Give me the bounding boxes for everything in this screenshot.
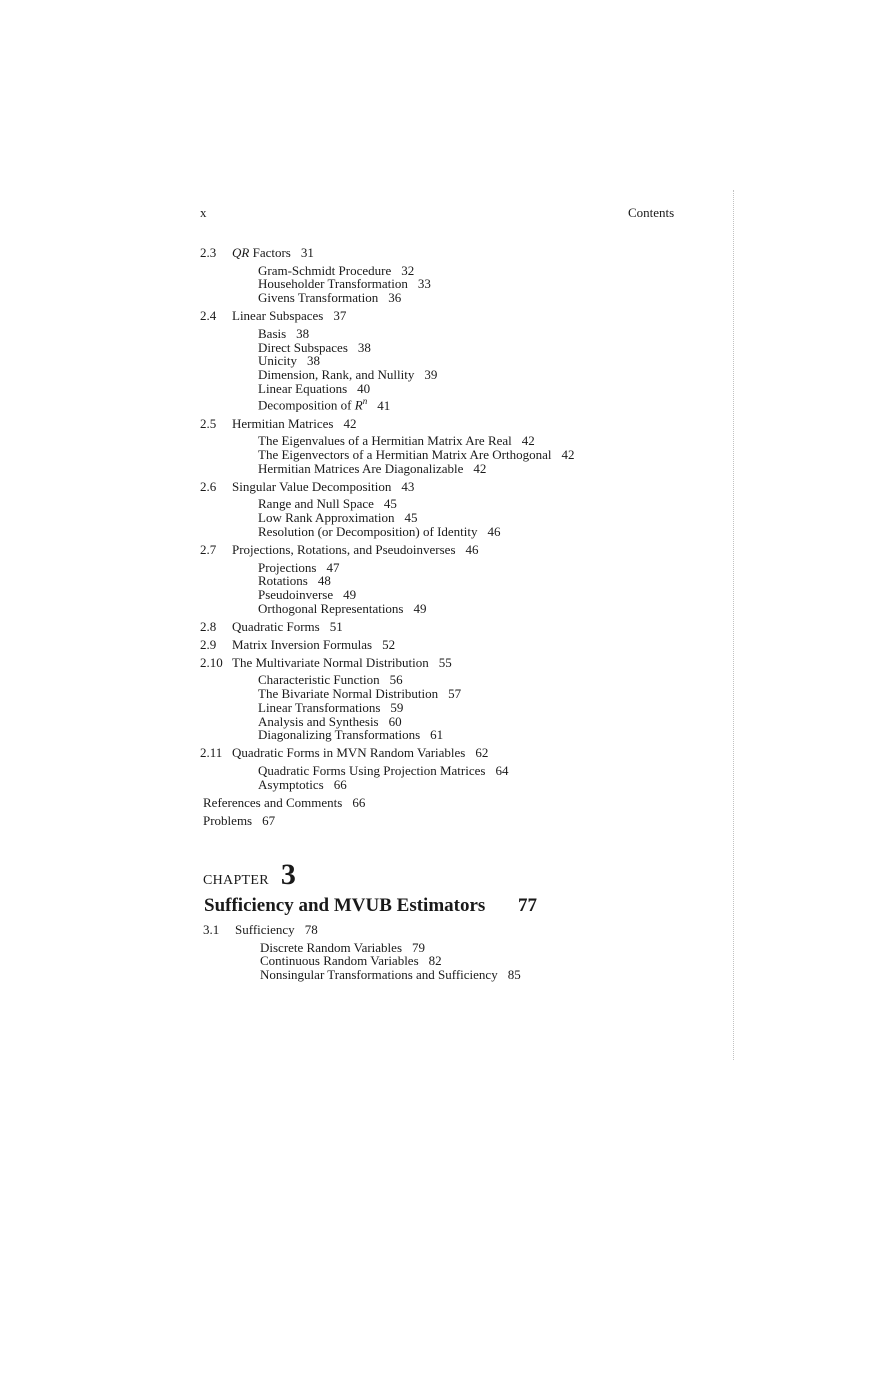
subsection-entry <box>258 715 575 729</box>
toc-misc-entry <box>203 796 575 810</box>
subsection-title: Direct Subspaces <box>258 339 348 355</box>
misc-title: References and Comments <box>203 794 343 810</box>
toc-section <box>200 246 575 305</box>
subsection-page: 82 <box>428 953 442 969</box>
section-number: 2.3 <box>200 245 217 260</box>
subsection-entry <box>260 954 521 968</box>
section-page: 43 <box>401 478 415 494</box>
section-title: Hermitian Matrices <box>232 415 334 431</box>
subsection-title: Givens Transformation <box>258 290 379 306</box>
subsection-title: Diagonalizing Transformations <box>258 727 421 743</box>
section-entry <box>200 543 575 557</box>
section-number: 2.6 <box>200 478 217 494</box>
subsection-title: Analysis and Synthesis <box>258 713 379 729</box>
subsection-page: 38 <box>296 325 310 341</box>
section-title-emphasis: QR <box>232 245 250 260</box>
section-title: Linear Subspaces <box>232 308 324 324</box>
subsection-title: Dimension, Rank, and Nullity <box>258 366 415 382</box>
subsection-list <box>258 497 575 538</box>
subsection-title: Linear Equations <box>258 380 348 396</box>
subsection-list <box>258 327 575 413</box>
page-edge-shadow <box>733 190 736 1060</box>
subsection-page: 85 <box>507 967 521 983</box>
subsection-entry <box>258 368 575 382</box>
subsection-page: 42 <box>521 433 535 449</box>
subsection-entry <box>258 382 575 396</box>
subsection-entry <box>258 327 575 341</box>
toc-section <box>200 480 575 539</box>
section-page: 78 <box>304 922 318 937</box>
subsection-entry <box>258 602 575 616</box>
subsection-page: 42 <box>473 460 487 476</box>
section-title: Sufficiency <box>235 922 295 937</box>
section-number: 2.9 <box>200 636 217 652</box>
chapter-contents <box>203 923 521 982</box>
subsection-list <box>260 941 521 982</box>
section-number: 2.8 <box>200 618 217 634</box>
section-page: 31 <box>300 245 314 260</box>
subsection-page: 42 <box>561 447 575 463</box>
subsection-entry <box>260 941 521 955</box>
subsection-title: The Eigenvalues of a Hermitian Matrix Are Real <box>258 433 512 449</box>
subsection-title: Low Rank Approximation <box>258 510 395 526</box>
subsection-list <box>258 673 575 742</box>
subsection-title: Discrete Random Variables <box>260 939 402 955</box>
section-title: Factors <box>249 245 291 260</box>
chapter-page: 77 <box>518 895 537 916</box>
section-number: 2.7 <box>200 541 217 557</box>
subsection-title: Range and Null Space <box>258 496 374 512</box>
section-number: 2.11 <box>200 745 223 761</box>
section-entry <box>200 480 575 494</box>
subsection-entry <box>258 701 575 715</box>
section-title: Matrix Inversion Formulas <box>232 636 373 652</box>
toc-misc-entry <box>203 814 575 828</box>
subsection-title: The Eigenvectors of a Hermitian Matrix Are Orthogonal <box>258 447 552 463</box>
subsection-page: 38 <box>307 353 320 369</box>
subsection-title: Asymptotics <box>258 776 324 792</box>
section-title: Quadratic Forms <box>232 618 320 634</box>
subsection-entry <box>258 341 575 355</box>
section-number: 2.4 <box>200 308 217 324</box>
subsection-title: Rotations <box>258 573 308 589</box>
subsection-entry <box>258 277 575 291</box>
subsection-title: Unicity <box>258 353 297 369</box>
subsection-entry <box>258 395 575 412</box>
subsection-title: Hermitian Matrices Are Diagonalizable <box>258 460 464 476</box>
subsection-entry <box>258 588 575 602</box>
subsection-page: 56 <box>389 672 403 688</box>
subsection-page: 36 <box>388 290 402 306</box>
subsection-title: Quadratic Forms Using Projection Matrices <box>258 762 486 778</box>
subsection-page: 32 <box>401 262 415 278</box>
subsection-list <box>258 264 575 305</box>
section-page: 46 <box>465 541 479 557</box>
subsection-entry <box>258 561 575 575</box>
misc-page: 66 <box>352 794 366 810</box>
chapter-heading <box>203 858 296 892</box>
section-entry <box>200 620 575 634</box>
section-number: 2.10 <box>200 654 223 670</box>
subsection-page: 45 <box>383 496 397 512</box>
subsection-title: Continuous Random Variables <box>260 953 419 969</box>
subsection-page: 61 <box>430 727 444 743</box>
toc-section <box>200 656 575 742</box>
section-title: Quadratic Forms in MVN Random Variables <box>232 745 466 761</box>
page-number-roman: x <box>200 205 207 220</box>
subsection-entry <box>258 525 575 539</box>
subsection-list <box>258 434 575 475</box>
toc-section <box>200 638 575 652</box>
section-entry <box>200 746 575 760</box>
subsection-title: Decomposition of <box>258 397 355 413</box>
subsection-entry <box>258 434 575 448</box>
subsection-entry <box>258 462 575 476</box>
subsection-page: 59 <box>390 699 404 715</box>
subsection-list <box>258 561 575 616</box>
misc-page: 67 <box>262 812 276 828</box>
section-page: 62 <box>475 745 489 761</box>
subsection-title: Projections <box>258 559 317 575</box>
subsection-page: 46 <box>487 523 501 539</box>
running-head-title: Contents <box>628 205 675 220</box>
subsection-page: 40 <box>357 380 371 396</box>
subsection-entry <box>258 574 575 588</box>
subsection-page: 38 <box>357 339 371 355</box>
section-entry <box>203 923 521 937</box>
subsection-page: 33 <box>417 276 431 292</box>
chapter-word: CHAPTER <box>203 873 269 888</box>
subsection-entry <box>258 264 575 278</box>
section-entry <box>200 309 575 323</box>
section-entry <box>200 246 575 260</box>
section-entry <box>200 638 575 652</box>
section-page: 55 <box>438 654 452 670</box>
subsection-title: Linear Transformations <box>258 699 381 715</box>
subsection-page: 47 <box>326 559 340 575</box>
subsection-entry <box>258 291 575 305</box>
misc-title: Problems <box>203 812 253 828</box>
subsection-title: The Bivariate Normal Distribution <box>258 686 439 702</box>
subsection-title: Basis <box>258 325 287 341</box>
toc-section <box>200 543 575 616</box>
subsection-list <box>258 764 575 791</box>
section-page: 51 <box>329 618 343 634</box>
subsection-page: 79 <box>412 939 425 955</box>
subsection-entry <box>258 511 575 525</box>
subsection-page: 66 <box>333 776 347 792</box>
toc-section <box>200 746 575 791</box>
section-title: Projections, Rotations, and Pseudoinverses <box>232 541 456 557</box>
section-page: 42 <box>343 415 357 431</box>
section-page: 37 <box>333 308 347 324</box>
section-entry <box>200 417 575 431</box>
toc-section <box>200 309 575 412</box>
subsection-entry <box>258 764 575 778</box>
section-page: 52 <box>382 636 396 652</box>
subsection-title-emphasis: R <box>354 397 363 413</box>
subsection-title: Orthogonal Representations <box>258 600 404 616</box>
subsection-page: 60 <box>388 713 402 729</box>
subsection-page: 64 <box>495 762 509 778</box>
subsection-page: 49 <box>343 586 357 602</box>
subsection-entry <box>258 354 575 368</box>
subsection-page: 48 <box>317 573 331 589</box>
subsection-entry <box>258 778 575 792</box>
chapter-title: Sufficiency and MVUB Estimators <box>204 895 486 916</box>
subsection-title: Nonsingular Transformations and Sufficiency <box>260 967 498 983</box>
section-entry <box>200 656 575 670</box>
subsection-page: 45 <box>404 510 418 526</box>
section-title: The Multivariate Normal Distribution <box>232 654 429 670</box>
subsection-title: Gram-Schmidt Procedure <box>258 262 392 278</box>
toc-section <box>200 620 575 634</box>
chapter-number: 3 <box>280 858 296 891</box>
subsection-title-superscript: n <box>362 396 368 407</box>
subsection-entry <box>258 687 575 701</box>
table-of-contents <box>200 246 575 827</box>
subsection-title: Householder Transformation <box>258 276 408 292</box>
section-number: 3.1 <box>203 922 220 937</box>
toc-section <box>203 923 521 982</box>
subsection-title: Characteristic Function <box>258 672 380 688</box>
subsection-entry <box>258 728 575 742</box>
section-title: Singular Value Decomposition <box>232 478 392 494</box>
subsection-title: Resolution (or Decomposition) of Identity <box>258 523 478 539</box>
subsection-page: 49 <box>413 600 427 616</box>
subsection-entry <box>258 448 575 462</box>
section-number: 2.5 <box>200 415 217 431</box>
subsection-title: Pseudoinverse <box>258 586 334 602</box>
subsection-entry <box>258 497 575 511</box>
subsection-page: 41 <box>377 397 391 413</box>
toc-section <box>200 417 575 476</box>
subsection-entry <box>258 673 575 687</box>
subsection-entry <box>260 968 521 982</box>
subsection-page: 39 <box>424 366 438 382</box>
subsection-page: 57 <box>448 686 462 702</box>
